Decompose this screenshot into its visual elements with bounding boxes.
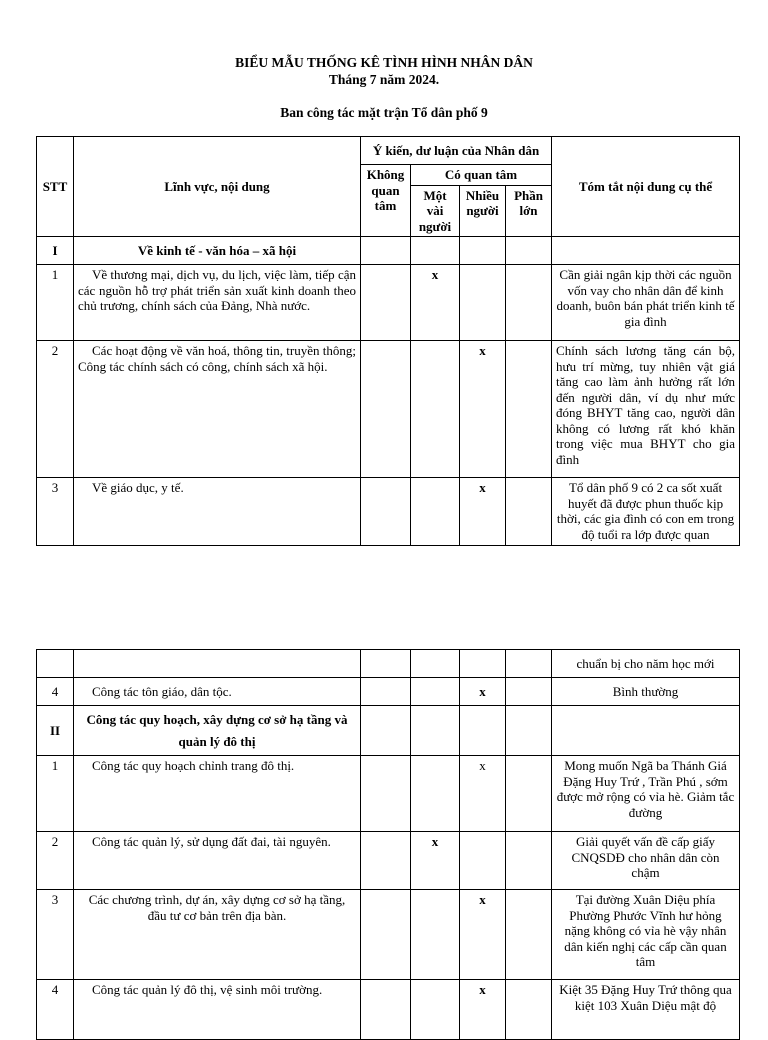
header-not-concerned: Không quan tâm — [361, 165, 411, 237]
row-content: Công tác quản lý đô thị, vệ sinh môi trường. — [74, 980, 361, 1040]
row-number: 4 — [37, 678, 74, 706]
header-summary: Tóm tắt nội dung cụ thể — [552, 137, 740, 237]
row-summary: Chính sách lương tăng cán bộ, hưu trí mừng, tuy nhiên vật giá tăng cao làm ảnh hưởng rất lớn đến người dân, ví dụ như mức đóng BHYT tăng cao, người dân không có lương rất khó khăn trong việc mua BHYT cho gia đình — [552, 341, 740, 478]
statistics-table-page-1 — [36, 136, 740, 546]
row-summary: Bình thường — [552, 678, 740, 706]
table-row — [37, 265, 740, 341]
document-org: Ban công tác mặt trận Tổ dân phố 9 — [280, 105, 488, 120]
section-title: Về kinh tế - văn hóa – xã hội — [74, 237, 361, 265]
section-title: Công tác quy hoạch, xây dựng cơ sở hạ tầng và quản lý đô thị — [74, 706, 361, 756]
mark-many: x — [460, 756, 506, 832]
row-summary: Tại đường Xuân Diệu phía Phường Phước Vĩnh hư hỏng nặng không có vỉa hè vậy nhân dân kiến nghị các cấp cần quan tâm — [552, 890, 740, 980]
row-summary: Kiệt 35 Đặng Huy Trứ thông qua kiệt 103 Xuân Diệu mật độ — [552, 980, 740, 1040]
row-number: 3 — [37, 478, 74, 546]
row-summary: Giải quyết vấn đề cấp giấy CNQSDĐ cho nhân dân còn chậm — [552, 832, 740, 890]
table-row — [37, 341, 740, 478]
table-row — [37, 678, 740, 706]
row-number: 3 — [37, 890, 74, 980]
row-number: 1 — [37, 756, 74, 832]
section-number: II — [37, 706, 74, 756]
row-number: 1 — [37, 265, 74, 341]
row-content: Các chương trình, dự án, xây dựng cơ sở hạ tầng, đầu tư cơ bản trên địa bàn. — [74, 890, 361, 980]
mark-many: x — [460, 341, 506, 478]
header-opinion: Ý kiến, dư luận của Nhân dân — [361, 137, 552, 165]
table-row — [37, 980, 740, 1040]
mark-many: x — [460, 980, 506, 1040]
row-content: Công tác quy hoạch chỉnh trang đô thị. — [74, 756, 361, 832]
table-row — [37, 756, 740, 832]
row-summary-continued: chuẩn bị cho năm học mới — [552, 650, 740, 678]
row-number: 4 — [37, 980, 74, 1040]
row-content: Về giáo dục, y tế. — [74, 478, 361, 546]
row-content: Công tác quản lý, sử dụng đất đai, tài nguyên. — [74, 832, 361, 890]
row-content: Công tác tôn giáo, dân tộc. — [74, 678, 361, 706]
table-row — [37, 890, 740, 980]
header-stt: STT — [37, 137, 74, 237]
row-number: 2 — [37, 832, 74, 890]
row-content: Về thương mại, dịch vụ, du lịch, việc làm, tiếp cận các nguồn hỗ trợ phát triển sản xuất kinh doanh theo chủ trương, chính sách của Đảng, Nhà nước. — [74, 265, 361, 341]
mark-some: x — [411, 265, 460, 341]
section-row — [37, 237, 740, 265]
row-content: Các hoạt động về văn hoá, thông tin, truyền thông; Công tác chính sách có công, chính sách xã hội. — [74, 341, 361, 478]
table-row — [37, 478, 740, 546]
table-row — [37, 650, 740, 678]
header-concerned: Có quan tâm — [411, 165, 552, 186]
document-title: BIỂU MẪU THỐNG KÊ TÌNH HÌNH NHÂN DÂN — [235, 55, 533, 70]
mark-many: x — [460, 478, 506, 546]
header-most: Phần lớn — [506, 185, 552, 237]
row-number: 2 — [37, 341, 74, 478]
section-row — [37, 706, 740, 756]
row-summary: Mong muốn Ngã ba Thánh Giá Đặng Huy Trứ , Trần Phú , sớm được mở rộng có vỉa hè. Giảm tắc đường — [552, 756, 740, 832]
section-number: I — [37, 237, 74, 265]
document-month: Tháng 7 năm 2024. — [328, 72, 440, 87]
header-some: Một vài người — [411, 185, 460, 237]
statistics-table-page-2 — [36, 649, 740, 1040]
table-row — [37, 832, 740, 890]
row-summary: Cần giải ngân kịp thời các nguồn vốn vay cho nhân dân để kinh doanh, buôn bán phát triển kinh tế gia đình — [552, 265, 740, 341]
header-many: Nhiều người — [460, 185, 506, 237]
mark-some: x — [411, 832, 460, 890]
header-field: Lĩnh vực, nội dung — [74, 137, 361, 237]
row-summary: Tổ dân phố 9 có 2 ca sốt xuất huyết đã được phun thuốc kịp thời, các gia đình có con em trong độ tuổi ra lớp được quan — [552, 478, 740, 546]
mark-many: x — [460, 890, 506, 980]
mark-many: x — [460, 678, 506, 706]
